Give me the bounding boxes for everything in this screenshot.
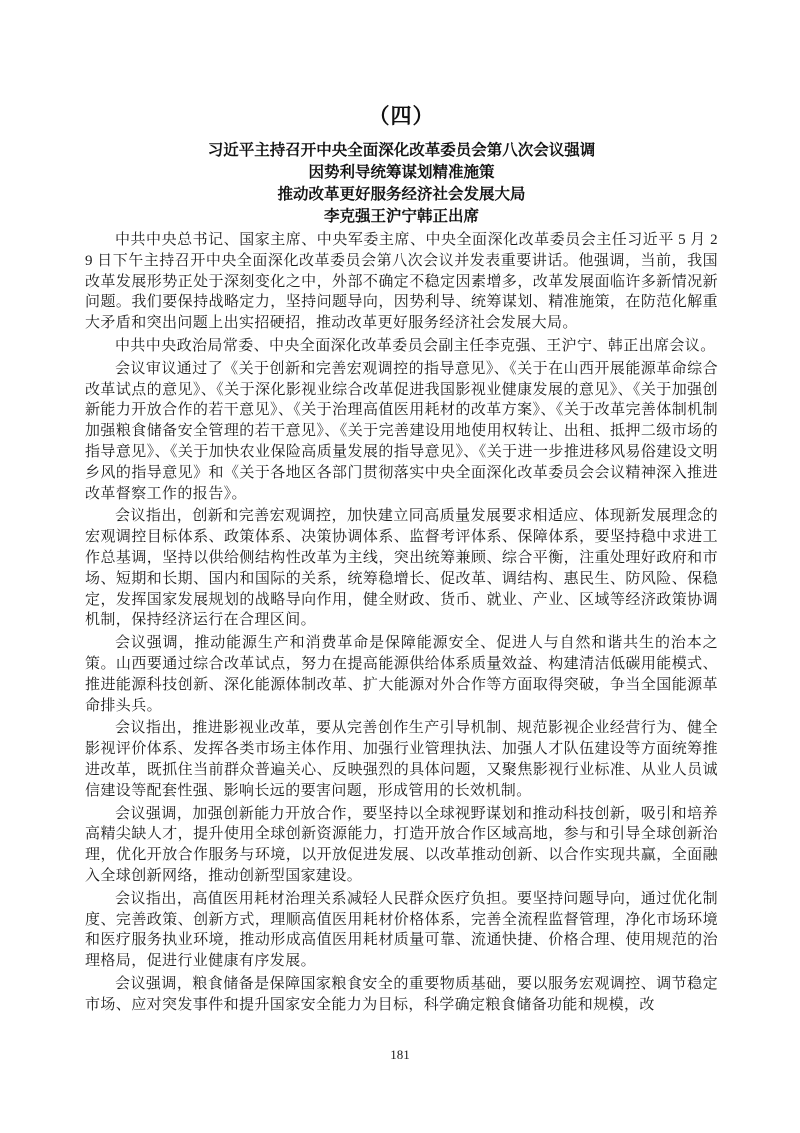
paragraph: 会议审议通过了《关于创新和完善宏观调控的指导意见》、《关于在山西开展能源革命综合改革试点的意见》、《关于深化影视业综合改革促进我国影视业健康发展的意见》、《关于加强创新能力开放合作的若干意见》、《关于治理高值医用耗材的改革方案》、《关于改革完善体制机制加强粮食储备安全管理的若干意见》、《关于完善建设用地使用权转让、出租、抵押二级市场的指导意见》、《关于加快农业保险高质量发展的指导意见》、《关于进一步推进移风易俗建设文明乡风的指导意见》和《关于各地区各部门贯彻落实中央全面深化改革委员会会议精神深入推进改革督察工作的报告》。 (85, 360, 718, 502)
paragraph: 会议强调，加强创新能力开放合作，要坚持以全球视野谋划和推动科技创新，吸引和培养高精尖缺人才，提升使用全球创新资源能力，打造开放合作区域高地，参与和引导全球创新治理，优化开放合作服务与环境，以开放促进发展、以改革推动创新、以合作实现共赢，全面融入全球创新网络，推动创新型国家建设。 (85, 805, 718, 884)
title-line: 李克强王沪宁韩正出席 (323, 208, 479, 225)
paragraph: 会议强调，推动能源生产和消费革命是保障能源安全、促进人与自然和谐共生的治本之策。山西要通过综合改革试点，努力在提高能源供给体系质量效益、构建清洁低碳用能模式、推进能源科技创新、深化能源体制改革、扩大能源对外合作等方面取得突破，争当全国能源革命排头兵。 (85, 635, 718, 714)
paragraph: 会议指出，推进影视业改革，要从完善创作生产引导机制、规范影视企业经营行为、健全影视评价体系、发挥各类市场主体作用、加强行业管理执法、加强人才队伍建设等方面统筹推进改革，既抓住当前群众普遍关心、反映强烈的具体问题，又聚焦影视行业标准、从业人员诚信建设等配套性强、影响长远的要害问题，形成管用的长效机制。 (85, 720, 718, 799)
paragraph: 中共中央总书记、国家主席、中央军委主席、中央全面深化改革委员会主任习近平 5 月 29 日下午主持召开中央全面深化改革委员会第八次会议并发表重要讲话。他强调，当前，我国改革发展形势正处于深刻变化之中，外部不确定不稳定因素增多，改革发展面临许多新情况新问题。我们要保持战略定力，坚持问题导向，因势利导、统筹谋划、精准施策，在防范化解重大矛盾和突出问题上出实招硬招，推动改革更好服务经济社会发展大局。 (85, 232, 718, 332)
document-body (85, 230, 718, 1015)
paragraph: 会议指出，高值医用耗材治理关系减轻人民群众医疗负担。要坚持问题导向，通过优化制度、完善政策、创新方式，理顺高值医用耗材价格体系，完善全流程监督管理，净化市场环境和医疗服务执业环境，推动形成高值医用耗材质量可靠、流通快捷、价格合理、使用规范的治理格局，促进行业健康有序发展。 (85, 890, 718, 970)
paragraph: 中共中央政治局常委、中央全面深化改革委员会副主任李克强、王沪宁、韩正出席会议。 (115, 337, 716, 354)
title-line: 习近平主持召开中央全面深化改革委员会第八次会议强调 (207, 142, 596, 159)
paragraph: 会议指出，创新和完善宏观调控，加快建立同高质量发展要求相适应、体现新发展理念的宏观调控目标体系、政策体系、决策协调体系、监督考评体系、保障体系，要坚持稳中求进工作总基调，坚持以供给侧结构性改革为主线，突出统筹兼顾、综合平衡，注重处理好政府和市场、短期和长期、国内和国际的关系，统筹稳增长、促改革、调结构、惠民生、防风险、保稳定，发挥国家发展规划的战略导向作用，健全财政、货币、就业、产业、区域等经济政策协调机制，保持经济运行在合理区间。 (85, 508, 718, 629)
page-footer (0, 1046, 800, 1064)
title-line: 因势利导统筹谋划精准施策 (308, 164, 495, 181)
section-number: （四） (368, 105, 435, 128)
document-title (85, 140, 718, 228)
page-number: 181 (390, 1047, 410, 1062)
title-line: 推动改革更好服务经济社会发展大局 (277, 186, 526, 203)
paragraph: 会议强调，粮食储备是保障国家粮食安全的重要物质基础，要以服务宏观调控、调节稳定市场、应对突发事件和提升国家安全能力为目标，科学确定粮食储备功能和规模，改 (85, 975, 718, 1013)
